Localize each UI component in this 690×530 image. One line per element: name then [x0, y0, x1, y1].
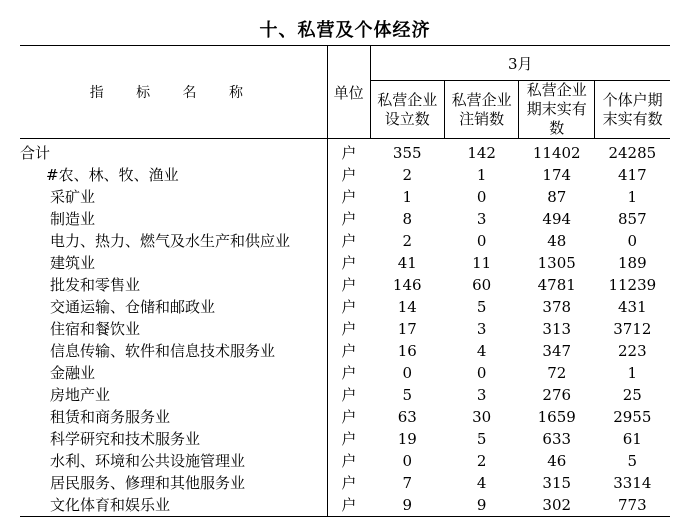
row-unit: 户 — [327, 340, 370, 362]
row-indicator-name: 居民服务、修理和其他服务业 — [50, 474, 246, 492]
row-value: 46 — [547, 452, 567, 470]
column-header-line: 个体户期 — [602, 90, 663, 109]
row-indicator-name: 信息传输、软件和信息技术服务业 — [50, 342, 276, 360]
table-row — [20, 208, 670, 230]
table-row — [20, 230, 670, 252]
row-value: 19 — [397, 430, 417, 448]
row-value: 14 — [397, 298, 417, 316]
row-unit: 户 — [327, 164, 370, 186]
row-value: 3314 — [613, 474, 652, 492]
table-row — [20, 252, 670, 274]
row-value: 1 — [476, 166, 487, 184]
indicator-header: 指 标 名 称 — [20, 46, 327, 139]
row-value: 11 — [472, 254, 492, 272]
table-row — [20, 450, 670, 472]
row-value: 3 — [476, 386, 487, 404]
table-row — [20, 139, 670, 165]
column-header-line: 私营企业 — [526, 81, 587, 99]
row-indicator-name: 交通运输、仓储和邮政业 — [50, 298, 216, 316]
row-value: 174 — [542, 166, 572, 184]
row-indicator-name: 合计 — [20, 144, 51, 162]
row-unit: 户 — [327, 494, 370, 517]
table-row — [20, 428, 670, 450]
row-value: 9 — [370, 494, 444, 517]
table-row — [20, 274, 670, 296]
month-header: 3月 — [370, 46, 670, 81]
row-value: 1 — [627, 188, 638, 206]
row-unit: 户 — [327, 186, 370, 208]
row-unit: 户 — [327, 139, 370, 165]
row-indicator-name: 水利、环境和公共设施管理业 — [50, 452, 246, 470]
page-title: 十、私营及个体经济 — [259, 20, 431, 41]
row-indicator-name: 租赁和商务服务业 — [50, 408, 171, 426]
row-value: 0 — [627, 232, 638, 250]
row-value: 1305 — [537, 254, 576, 272]
row-value: 4 — [476, 474, 487, 492]
row-unit: 户 — [327, 318, 370, 340]
row-value: 378 — [542, 298, 572, 316]
row-indicator-name: 制造业 — [50, 210, 96, 228]
row-value: 0 — [476, 232, 487, 250]
row-value: 431 — [618, 298, 647, 316]
row-indicator-name: 住宿和餐饮业 — [50, 320, 141, 338]
row-unit: 户 — [327, 450, 370, 472]
row-value: 633 — [542, 430, 572, 448]
row-value: 2 — [402, 166, 412, 184]
row-value: 146 — [392, 276, 422, 294]
unit-header: 单位 — [327, 46, 370, 139]
row-value: 16 — [397, 342, 417, 360]
row-value: 347 — [542, 342, 572, 360]
row-value: 1 — [402, 188, 412, 206]
table-row — [20, 318, 670, 340]
row-unit: 户 — [327, 274, 370, 296]
column-header-cancelled — [444, 81, 518, 139]
row-value: 5 — [476, 430, 487, 448]
row-value: 11239 — [608, 276, 657, 294]
row-value: 17 — [397, 320, 417, 338]
column-header-line: 期末实有数 — [526, 100, 587, 137]
row-value: 3 — [476, 320, 487, 338]
row-value: 5 — [476, 298, 487, 316]
table-row — [20, 362, 670, 384]
row-value: 857 — [618, 210, 647, 228]
column-header-established — [370, 81, 444, 139]
row-indicator-name: 建筑业 — [50, 254, 96, 272]
row-value: 1 — [627, 364, 638, 382]
row-indicator-name: 文化体育和娱乐业 — [20, 494, 327, 517]
column-header-line: 注销数 — [459, 109, 505, 128]
row-value: 8 — [402, 210, 412, 228]
row-value: 355 — [392, 144, 422, 162]
row-unit: 户 — [327, 252, 370, 274]
row-value: 773 — [595, 494, 670, 517]
row-value: 0 — [476, 188, 487, 206]
table-row — [20, 186, 670, 208]
row-value: 25 — [622, 386, 642, 404]
row-value: 9 — [444, 494, 518, 517]
row-value: 189 — [618, 254, 647, 272]
row-value: 7 — [402, 474, 412, 492]
header-row-top — [20, 46, 670, 81]
row-value: 142 — [467, 144, 496, 162]
row-value: 315 — [542, 474, 572, 492]
row-unit: 户 — [327, 208, 370, 230]
statistics-table — [20, 45, 670, 517]
row-value: 223 — [618, 342, 647, 360]
row-value: 313 — [542, 320, 572, 338]
row-unit: 户 — [327, 472, 370, 494]
row-value: 2 — [476, 452, 487, 470]
row-value: 0 — [402, 452, 412, 470]
row-value: 4 — [476, 342, 487, 360]
row-value: 11402 — [532, 144, 581, 162]
column-header-individual-existing — [595, 81, 670, 139]
row-indicator-name: #农、林、牧、渔业 — [46, 166, 179, 184]
row-value: 3 — [476, 210, 487, 228]
row-value: 276 — [542, 386, 572, 404]
row-value: 24285 — [608, 144, 657, 162]
row-value: 87 — [547, 188, 567, 206]
row-indicator-name: 采矿业 — [50, 188, 96, 206]
column-header-private-existing — [519, 81, 595, 139]
row-value: 30 — [472, 408, 492, 426]
row-indicator-name: 房地产业 — [50, 386, 111, 404]
table-body — [20, 139, 670, 517]
row-value: 61 — [622, 430, 642, 448]
row-value: 0 — [402, 364, 412, 382]
row-value: 41 — [397, 254, 417, 272]
column-header-line: 私营企业 — [377, 90, 438, 109]
row-value: 48 — [547, 232, 567, 250]
table-row — [20, 164, 670, 186]
row-value: 1659 — [537, 408, 576, 426]
row-value: 63 — [397, 408, 417, 426]
row-value: 60 — [472, 276, 492, 294]
row-unit: 户 — [327, 230, 370, 252]
table-row — [20, 296, 670, 318]
row-value: 302 — [519, 494, 595, 517]
row-unit: 户 — [327, 362, 370, 384]
row-value: 4781 — [537, 276, 576, 294]
column-header-line: 末实有数 — [602, 109, 663, 128]
table-row — [20, 494, 670, 517]
column-header-line: 设立数 — [384, 109, 430, 128]
row-unit: 户 — [327, 296, 370, 318]
row-indicator-name: 金融业 — [50, 364, 96, 382]
row-value: 0 — [476, 364, 487, 382]
row-indicator-name: 电力、热力、燃气及水生产和供应业 — [50, 232, 291, 250]
table-row — [20, 406, 670, 428]
row-value: 2 — [402, 232, 412, 250]
row-unit: 户 — [327, 384, 370, 406]
table-row — [20, 384, 670, 406]
row-unit: 户 — [327, 428, 370, 450]
table-row — [20, 340, 670, 362]
row-value: 417 — [618, 166, 647, 184]
row-indicator-name: 批发和零售业 — [50, 276, 141, 294]
row-value: 494 — [542, 210, 572, 228]
row-value: 5 — [402, 386, 412, 404]
row-unit: 户 — [327, 406, 370, 428]
column-header-line: 私营企业 — [451, 90, 512, 109]
row-value: 5 — [627, 452, 638, 470]
row-value: 72 — [547, 364, 567, 382]
row-indicator-name: 科学研究和技术服务业 — [50, 430, 201, 448]
row-value: 3712 — [613, 320, 652, 338]
table-row — [20, 472, 670, 494]
row-value: 2955 — [613, 408, 652, 426]
